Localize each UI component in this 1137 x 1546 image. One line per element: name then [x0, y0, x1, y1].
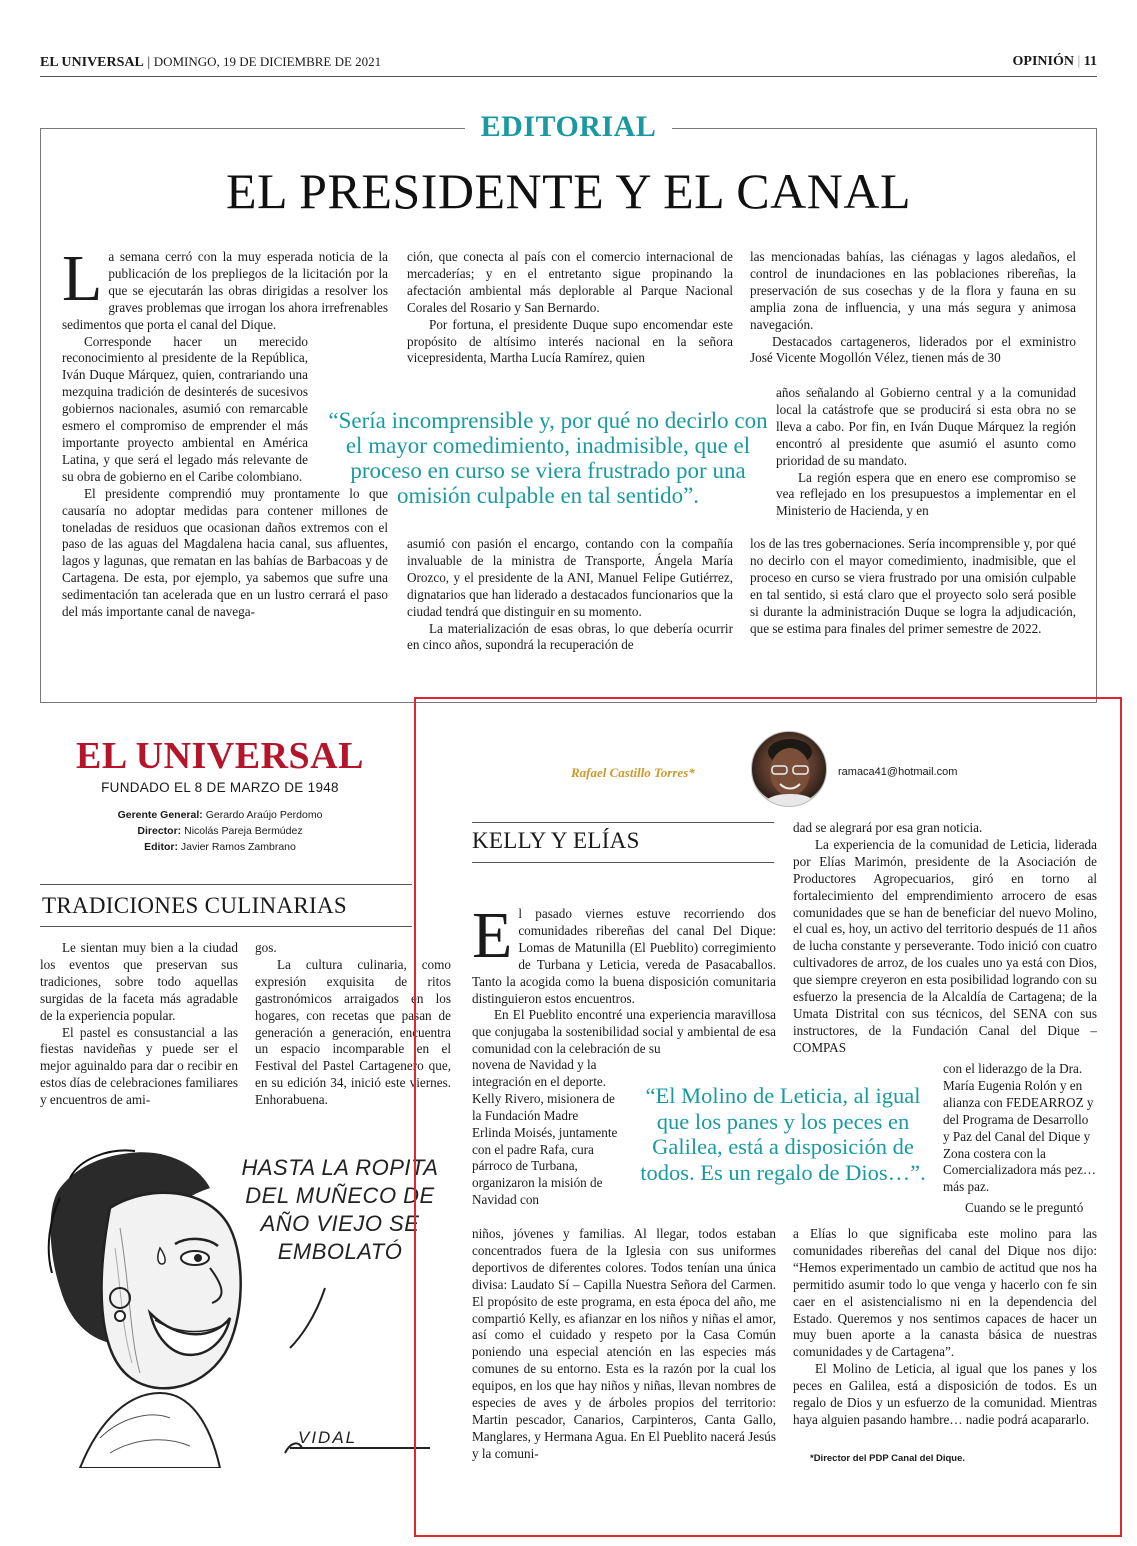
column-paragraph: dad se alegrará por esa gran noticia.	[793, 820, 983, 835]
column-author-photo	[751, 731, 827, 807]
staff-role: Editor:	[144, 841, 178, 853]
staff-box	[40, 735, 400, 855]
editorial-column-2-top	[407, 249, 733, 367]
avatar-icon	[752, 732, 827, 807]
column-footnote: *Director del PDP Canal del Dique.	[810, 1453, 966, 1464]
header-section: OPINIÓN	[1012, 54, 1074, 69]
column-paragraph: El Molino de Leticia, al igual que los panes y los peces en Galilea, está a disposición de todos. Es un regalo de Dios y un esfuerzo de la comunidad. Mientras haya alguien pasando hambre… nadie podrá acapararlo.	[793, 1361, 1097, 1427]
staff-founded: FUNDADO EL 8 DE MARZO DE 1948	[101, 780, 339, 795]
staff-list	[40, 807, 400, 855]
column-paragraph: En El Pueblito encontré una experiencia maravillosa que conjugaba la sostenibilidad social y ambiental de esa comunidad con la celebración de su	[472, 1007, 776, 1057]
staff-row	[40, 839, 400, 855]
column-paragraph: Cuando se le preguntó	[965, 1200, 1084, 1216]
column-left-bottom	[472, 1226, 776, 1463]
editorial-paragraph: Por fortuna, el presidente Duque supo encomendar este propósito de altísimo interés nacional en la señora vicepresidenta, Martha Lucía Ramírez, quien	[407, 316, 733, 366]
column-paragraph: novena de Navidad y la integración en el deporte. Kelly Rivero, misionera de la Fundación Madre Erlinda Moisés, juntamente con el padre Rafa, cura párroco de Turbana, organizaron la misión de Navidad con	[472, 1057, 618, 1208]
editorial-title: EL PRESIDENTE Y EL CANAL	[225, 163, 912, 219]
editorial-pull-quote: “Sería incomprensible y, por qué no decirlo con el mayor comedimiento, inadmisible, que el proceso en curso se viera frustrado por una omisión culpable en tal sentido”.	[328, 408, 768, 508]
column-title-rule-bottom	[472, 862, 774, 863]
column-paragraph: a Elías lo que significaba este molino para las comunidades ribereñas del canal del Dique nos dijo: “Hemos experimentado un cambio de actitud que nos ha permitido asumir todo lo que venga y hacerlo con fe sin caer en el asistencialismo ni en la dependencia del Estado. Queremos y nos sentimos capaces de hacer un muy buen aporte a la canasta básica de nuestras comunidades y de Cartagena”.	[793, 1226, 1097, 1360]
editorial-column-3-top	[750, 249, 1076, 367]
cartoon-signature: VIDAL	[298, 1428, 358, 1447]
staff-row	[40, 807, 400, 823]
tradiciones-column-1	[40, 940, 238, 1109]
editorial-frame-top-left	[40, 128, 465, 129]
column-author: Rafael Castillo Torres*	[571, 765, 695, 780]
editorial-paragraph: Corresponde hacer un merecido reconocimiento al presidente de la República, Iván Duque Márquez, quien, contrariando una mezquina tradición de desinterés de sucesivos gobiernos nacionales, asumió con remarcable esmero el compromiso de emprender el más importante proyecto ambiental en América Latina, y que será el legado más relevante de su obra de gobierno en el Caribe colombiano.	[62, 333, 308, 484]
tradiciones-paragraph: Le sientan muy bien a la ciudad los eventos que preservan sus tradiciones, sobre todo aquellas surgidas de la faceta más agradable de la experiencia popular.	[40, 940, 238, 1023]
cartoon-speech-bubble: HASTA LA ROPITA DEL MUÑECO DE AÑO VIEJO SE EMBOLATÓ	[241, 1155, 439, 1264]
page-header	[40, 50, 1097, 76]
staff-name: Nicolás Pareja Bermúdez	[184, 825, 303, 837]
column-paragraph: con el liderazgo de la Dra. María Eugenia Rolón y en alianza con FEDEARROZ y del Programa de Desarrollo y Paz del Canal del Dique y Zona costera con la Comercializadora más pez… más paz.	[943, 1061, 1097, 1195]
tradiciones-paragraph: gos.	[255, 940, 277, 955]
column-paragraph: niños, jóvenes y familias. Al llegar, todos estaban concentrados fuera de la Iglesia con sus uniformes deportivos de diferentes colores. Todos tenían una única divisa: Laudato Sí – Capilla Nuestra Señora del Carmen. El propósito de este programa, en esta época del año, me compartió Kelly, es afianzar en los niños y niñas el amor, así como el cuidado y respeto por la Casa Común poniendo una especial atención en las especies más comunes de su entorno. Esta es la razón por la cual los equipos, en los que hay niños y niñas, llevan nombres de especies de aves y de árboles propios del territorio: Martin pescador, Canarios, Carpinteros, Canta Gallo, Manglares, y Hermana Agua. En El Pueblito nacerá Jesús y la comuni-	[472, 1226, 776, 1461]
editorial-paragraph: los de las tres gobernaciones. Sería incomprensible y, por qué no decirlo con el mayor comedimiento, inadmisible, que el proceso en curso se viera frustrado por una omisión culpable en tal sentido, si está claro que el proyecto solo será posible si durante la administración Duque se logra la adjudicación, que se estima para finales del primer semestre de 2022.	[750, 536, 1076, 636]
column-pull-quote: “El Molino de Leticia, al igual que los panes y los peces en Galilea, está a disposición de todos. Es un regalo de Dios…”.	[640, 1083, 926, 1185]
tradiciones-top-rule	[40, 884, 412, 885]
editorial-column-2-bottom	[407, 536, 733, 654]
editorial-paragraph: La materialización de esas obras, lo que debería ocurrir en cinco años, supondrá la recuperación de	[407, 620, 733, 653]
cartoon	[40, 1148, 439, 1468]
editorial-paragraph: Destacados cartageneros, liderados por el exministro José Vicente Mogollón Vélez, tienen más de 30	[750, 333, 1076, 366]
column-left-top	[472, 899, 776, 1058]
tradiciones-paragraph: El pastel es consustancial a las fiestas navideñas y puede ser el mejor aguinaldo para dar o recibir en estos días de celebraciones familiares y encuentros de ami-	[40, 1024, 238, 1108]
editorial-kicker: EDITORIAL	[480, 110, 657, 143]
tradiciones-paragraph: La cultura culinaria, como expresión exquisita de ritos gastronómicos arraigados en los hogares, con recetas que pasan de generación a generación, encuentra un espacio incomparable en el Festival del Pastel Cartagenero que, en su edición 34, inició este viernes. Enhorabuena.	[255, 956, 451, 1108]
staff-role: Director:	[137, 825, 182, 837]
column-right-top	[793, 820, 1097, 1057]
header-rule	[40, 76, 1097, 77]
editorial-paragraph: asumió con pasión el encargo, contando con la compañía invaluable de la ministra de Transporte, Ángela María Orozco, y el presidente de la ANI, Manuel Felipe Gutiérrez, dignatarios que han liderado a destacados funcionarios que la ciudad tendrá que distinguir en su momento.	[407, 536, 733, 619]
header-divider: |	[147, 55, 154, 70]
column-drop-cap: E	[472, 899, 513, 972]
editorial-drop-cap: L	[62, 242, 103, 315]
column-title: KELLY Y ELÍAS	[472, 828, 640, 853]
tradiciones-title-rule	[40, 926, 412, 927]
editorial-paragraph: a semana cerró con la muy esperada noticia de la publicación de los prepliegos de la licitación por la que se ejecutarán las obras dirigidas a resolver los graves problemas que irrogan los ahora irrefrenables sedimentos que porta el canal del Dique.	[62, 249, 388, 332]
editorial-column-3-mid	[776, 385, 1076, 520]
column-email: ramaca41@hotmail.com	[838, 766, 958, 778]
editorial-paragraph: La región espera que en enero ese compromiso se vea reflejado en los presupuestos a implementar en el Ministerio de Hacienda, y en	[776, 469, 1076, 519]
header-page-divider: |	[1077, 54, 1084, 69]
editorial-column-3-bottom	[750, 536, 1076, 637]
staff-row	[40, 823, 400, 839]
column-title-rule	[472, 822, 774, 823]
editorial-paragraph: las mencionadas bahías, las ciénagas y lagos aledaños, el control de inundaciones en las poblaciones ribereñas, la preservación de sus cosechas y de la flora y fauna en su amplia zona de influencia, y una más segura y animosa navegación.	[750, 249, 1076, 332]
editorial-frame-top-right	[672, 128, 1097, 129]
editorial-paragraph: El presidente comprendió muy prontamente lo que causaría no adoptar medidas para contener millones de toneladas de residuos que ocasionan daños extremos con el paso de las aguas del Magdalena hacia canal, sus afluentes, lagos y lagunas, que rematan en las bahías de Barbacoas y de Cartagena. De esta, por ejemplo, ya sabemos que sufre una sedimentación tan acelerada que en un lustro cerrará el paso del más importante canal de navega-	[62, 485, 388, 620]
staff-logo: EL UNIVERSAL	[76, 735, 364, 777]
editorial-paragraph: años señalando al Gobierno central y a la comunidad local la catástrofe que se producirá si esta obra no se lleva a cabo. Por fin, en Iván Duque Márquez la región encontró al presidente que asumió el asunto como prioridad de su mandato.	[776, 385, 1076, 468]
header-page-number: 11	[1083, 54, 1097, 69]
header-date: DOMINGO, 19 DE DICIEMBRE DE 2021	[153, 54, 382, 69]
column-paragraph: l pasado viernes estuve recorriendo dos comunidades ribereñas del canal Del Dique: Lomas de Matunilla (El Pueblito) corregimiento de Turbana y Leticia, vereda de Pasacaballos. Tanto la acogida como la buena disposición comunitaria distinguieron estos encuentros.	[472, 906, 776, 1006]
column-right-bottom	[793, 1226, 1097, 1429]
staff-name: Javier Ramos Zambrano	[180, 841, 296, 853]
column-paragraph: La experiencia de la comunidad de Leticia, liderada por Elías Marimón, presidente de la Asociación de Productores Agropecuarios, giró en torno al fortalecimiento del emprendimiento arrocero de esas comunidades que se han de beneficiar del nuevo Molino, el cual es, hoy, un activo del territorio después de 11 años de lucha constante y perseverante. Todo inició con cuatro cultivadores de arroz, de los cuales uno ya está con Dios, que siempre creyeron en esta posibilidad logrando con su esfuerzo la presencia de la Alcaldía de Cartagena; de la Umata Distrital con sus técnicos, del SENA con sus instructores, de la Fundación Canal del Dique – COMPAS	[793, 836, 1097, 1055]
tradiciones-title: TRADICIONES CULINARIAS	[42, 893, 347, 918]
staff-role: Gerente General:	[117, 809, 203, 821]
header-masthead: EL UNIVERSAL	[40, 55, 144, 70]
column-left-mid	[472, 1057, 620, 1209]
editorial-paragraph: ción, que conecta al país con el comercio internacional de mercaderías; y en el entretanto sigue propinando la afectación ambiental más deplorable al Parque Nacional Corales del Rosario y San Bernardo.	[407, 249, 733, 315]
staff-name: Gerardo Araújo Perdomo	[205, 809, 323, 821]
column-right-mid	[943, 1061, 1097, 1217]
